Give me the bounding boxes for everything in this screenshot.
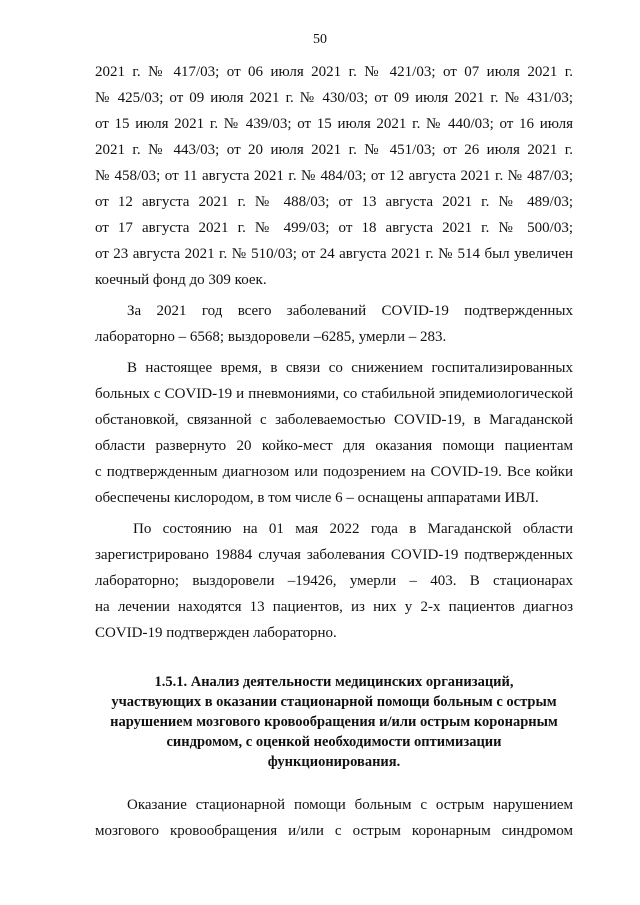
text-line: от 12 августа 2021 г. № 488/03; от 13 августа 2021 г. № 489/03;	[95, 194, 573, 210]
text-line: от 17 августа 2021 г. № 499/03; от 18 августа 2021 г. № 500/03;	[95, 220, 573, 236]
text-line: обстановкой, связанной с заболеваемостью COVID-19, в Магаданской	[95, 412, 573, 428]
text-line: лабораторно – 6568; выздоровели –6285, умерли – 283.	[95, 329, 447, 345]
text-line: В настоящее время, в связи со снижением госпитализированных	[127, 360, 573, 376]
text-line: от 23 августа 2021 г. № 510/03; от 24 августа 2021 г. № 514 был увеличен	[95, 246, 573, 262]
text-line: коечный фонд до 309 коек.	[95, 272, 267, 288]
text-line: По состоянию на 01 мая 2022 года в Магаданской области	[133, 521, 573, 537]
text-line: 2021 г. № 417/03; от 06 июля 2021 г. № 421/03; от 07 июля 2021 г.	[95, 64, 573, 80]
text-line: COVID-19 подтвержден лабораторно.	[95, 625, 337, 641]
text-line: Оказание стационарной помощи больным с острым нарушением	[127, 797, 573, 813]
text-line: № 425/03; от 09 июля 2021 г. № 430/03; от 09 июля 2021 г. № 431/03;	[95, 90, 573, 106]
text-line: 2021 г. № 443/03; от 20 июля 2021 г. № 451/03; от 26 июля 2021 г.	[95, 142, 573, 158]
heading-line: участвующих в оказании стационарной помощи больным с острым	[111, 694, 557, 710]
text-line: области развернуто 20 койко-мест для оказания помощи пациентам	[95, 438, 573, 454]
heading-line: функционирования.	[267, 754, 401, 770]
page-number: 50	[313, 32, 327, 47]
heading-line: нарушением мозгового кровообращения и/или острым коронарным	[110, 714, 558, 730]
text-line: зарегистрировано 19884 случая заболевания COVID-19 подтвержденных	[95, 547, 573, 563]
text-line: с подтвержденным диагнозом или подозрением на COVID-19. Все койки	[95, 464, 573, 480]
text-line: больных с COVID-19 и пневмониями, со стабильной эпидемиологической	[95, 386, 573, 402]
text-line: № 458/03; от 11 августа 2021 г. № 484/03; от 12 августа 2021 г. № 487/03;	[95, 168, 573, 184]
text-line: мозгового кровообращения и/или с острым коронарным синдромом	[95, 823, 573, 839]
text-line: на лечении находятся 13 пациентов, из них у 2-х пациентов диагноз	[95, 599, 573, 615]
text-line: лабораторно; выздоровели –19426, умерли – 403. В стационарах	[95, 573, 573, 589]
heading-line: синдромом, с оценкой необходимости оптимизации	[166, 734, 502, 750]
heading-line: 1.5.1. Анализ деятельности медицинских организаций,	[154, 674, 514, 690]
text-line: обеспечены кислородом, в том числе 6 – оснащены аппаратами ИВЛ.	[95, 490, 539, 506]
text-line: За 2021 год всего заболеваний COVID-19 подтвержденных	[127, 303, 573, 319]
text-line: от 15 июля 2021 г. № 439/03; от 15 июля 2021 г. № 440/03; от 16 июля	[95, 116, 573, 132]
